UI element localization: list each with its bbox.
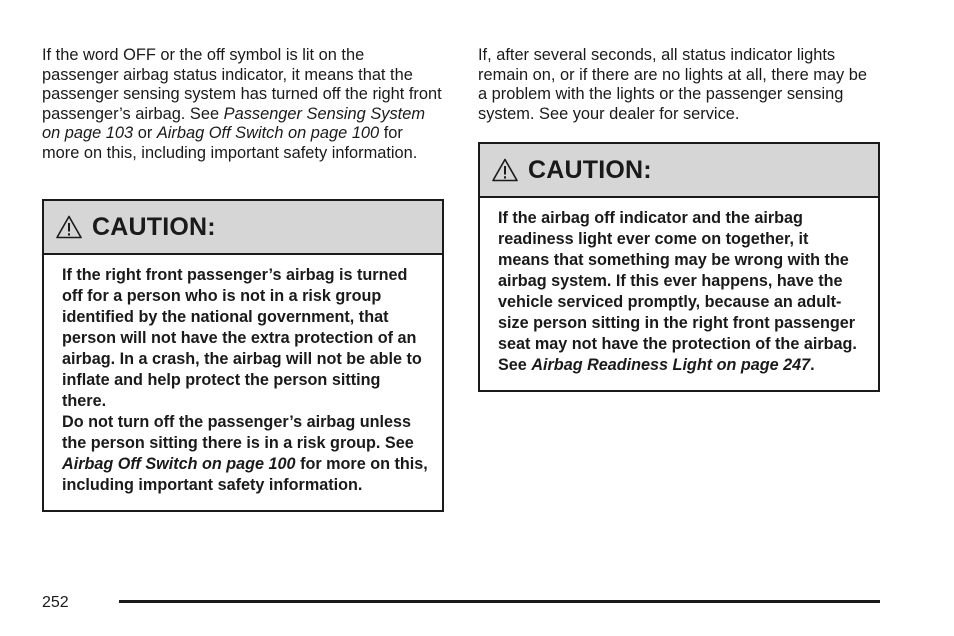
- footer-rule: [119, 600, 880, 603]
- caution-body: [480, 198, 878, 390]
- caution-text: [62, 412, 428, 496]
- status-paragraph: If, after several seconds, all status indicator lights remain on, or if there are no lights at all, there may be a problem with the lights or the passenger sensing system. See your dealer for service.: [478, 46, 868, 123]
- right-column: [478, 46, 880, 374]
- left-column: [42, 46, 444, 494]
- caution-text-part: If the airbag off indicator and the airbag readiness light ever come on together, it means that something may be wrong with the airbag system. If this ever happens, have the vehicle serviced promptly, because an adult-size person sitting in the right front passenger seat may not have the protection of the airbag. See: [498, 209, 857, 374]
- caution-text-part: for more on this, including important safety information.: [62, 455, 428, 494]
- caution-title: CAUTION:: [528, 155, 652, 184]
- caution-text: [498, 208, 864, 376]
- caution-title: CAUTION:: [92, 212, 216, 241]
- page-number: 252: [42, 594, 69, 611]
- reference-airbag-off-switch: Airbag Off Switch on page 100: [156, 124, 380, 142]
- caution-text-part: .: [810, 356, 815, 374]
- reference-airbag-readiness-light: Airbag Readiness Light on page 247: [531, 356, 811, 374]
- caution-box: [42, 199, 444, 512]
- caution-header: [44, 201, 442, 255]
- paragraph-text: or: [133, 124, 157, 142]
- caution-text: If the right front passenger’s airbag is turned off for a person who is not in a risk group identified by the national government, that person will not have the extra protection of an airbag. In a crash, the airbag will not be able to inflate and help protect the person sitting there.: [62, 266, 422, 410]
- reference-airbag-off-switch: Airbag Off Switch on page 100: [62, 455, 296, 473]
- warning-triangle-icon: [492, 158, 518, 182]
- reference-passenger-sensing-system: Passenger Sensing System on page 103: [42, 104, 425, 142]
- caution-header: [480, 144, 878, 198]
- paragraph-text: for more on this, including important safety information.: [42, 124, 418, 162]
- paragraph-text: If the word OFF or the off symbol is lit on the passenger airbag status indicator, it means that the passenger sensing system has turned off the right front passenger’s airbag. See: [42, 46, 442, 123]
- warning-triangle-icon: [56, 215, 82, 239]
- caution-box: [478, 142, 880, 392]
- caution-body: [44, 255, 442, 510]
- caution-text-part: Do not turn off the passenger’s airbag unless the person sitting there is in a risk group. See: [62, 413, 414, 452]
- intro-paragraph: [42, 46, 444, 163]
